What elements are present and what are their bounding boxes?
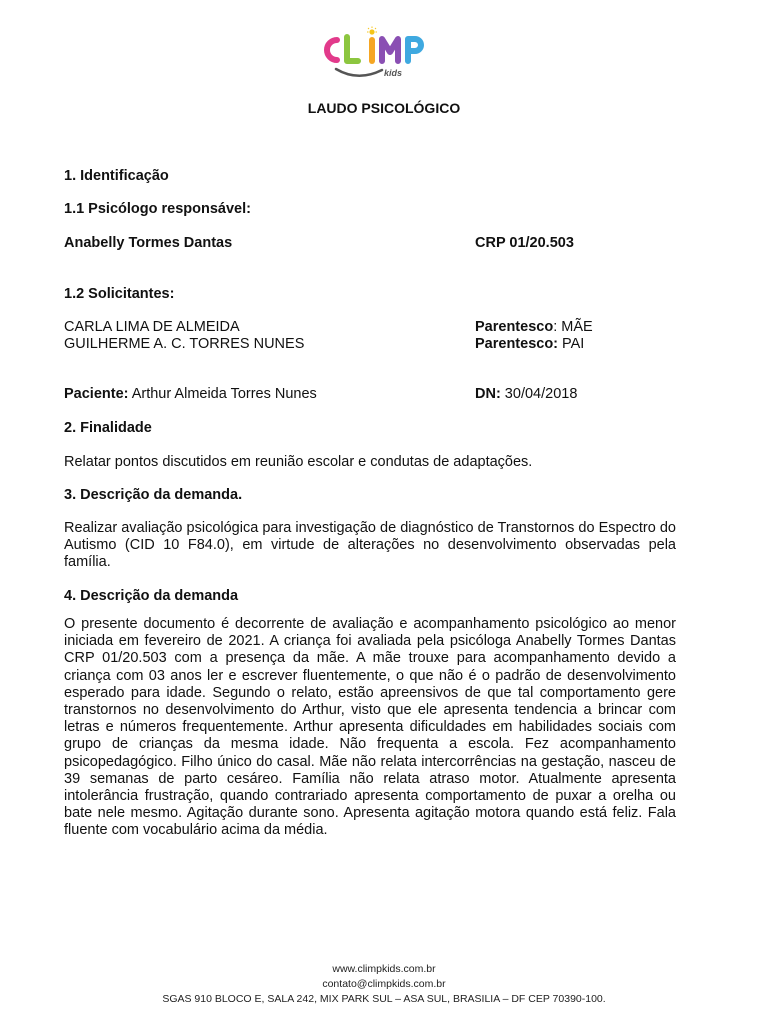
paciente-line [64,386,317,402]
demanda-2-heading: 4. Descrição da demanda [64,588,239,604]
solicitante-1-parentesco [475,319,593,335]
finalidade-text: Relatar pontos discutidos em reunião escolar e condutas de adaptações. [64,454,533,470]
solicitante-1-name: CARLA LIMA DE ALMEIDA [64,319,240,335]
parentesco-label: Parentesco: [475,336,559,352]
footer-email: contato@climpkids.com.br [322,978,446,990]
dn-label: DN: [475,386,501,402]
psicologo-heading: 1.1 Psicólogo responsável: [64,201,251,217]
psicologo-name: Anabelly Tormes Dantas [64,235,233,251]
solicitante-2-parentesco [475,336,584,352]
paciente-label: Paciente: [64,386,129,402]
parentesco-label: Parentesco [475,319,554,335]
document-title: LAUDO PSICOLÓGICO [307,100,461,116]
sun-icon [367,27,377,35]
svg-text:kids: kids [384,68,403,78]
paciente-value: Arthur Almeida Torres Nunes [128,386,317,402]
parentesco-value: PAI [558,336,585,352]
dn-value: 30/04/2018 [500,386,578,402]
demanda-2-text: O presente documento é decorrente de avaliação e acompanhamento psicológico ao menor iniciada em fevereiro de 2021. A criança foi avaliada pela psicóloga Anabelly Tormes Dantas CRP 01/20.503 com a presença da mãe. A mãe trouxe para acompanhamento devido a criança com 03 anos ler e escrever fluentemente, o que não é o padrão de desenvolvimento esperado para idade. Segundo o relato, estão apreensivos de que tal comportamento gere transtornos no desenvolvimento do Arthur, visto que ele apresenta tendencia a brincar com letras e números frequentemente. Arthur apresenta dificuldades em habilidades sociais com grupo de crianças da mesma idade. Não frequenta a escola. Fez acompanhamento psicopedagógico. Filho único do casal. Mãe não relata intercorrências na gestação, nasceu de 39 semanas de parto cesáreo. Família não relata atraso motor. Atualmente apresenta intolerância frustração, quando contrariado apresenta comportamento de puxar a orelha ou bate nele mesmo. Agitação durante sono. Apresenta agitação motora quando está feliz. Fala fluente com vocabulário acima da média. [64,616,676,839]
psicologo-crp: CRP 01/20.503 [475,235,574,251]
demanda-heading: 3. Descrição da demanda. [64,487,243,503]
footer-website: www.climpkids.com.br [332,963,436,975]
parentesco-value: : MÃE [553,319,593,335]
climp-kids-logo [318,26,428,86]
dn-line [475,386,577,402]
solicitantes-heading: 1.2 Solicitantes: [64,286,175,302]
footer-address: SGAS 910 BLOCO E, SALA 242, MIX PARK SUL – ASA SUL, BRASILIA – DF CEP 70390-100. [162,993,606,1005]
finalidade-heading: 2. Finalidade [64,420,152,436]
solicitante-2-name: GUILHERME A. C. TORRES NUNES [64,336,305,352]
section-identificacao: 1. Identificação [64,168,169,184]
demanda-text: Realizar avaliação psicológica para investigação de diagnóstico de Transtornos do Espectro do Autismo (CID 10 F84.0), em virtude de alterações no desenvolvimento observadas pela família. [64,520,676,571]
